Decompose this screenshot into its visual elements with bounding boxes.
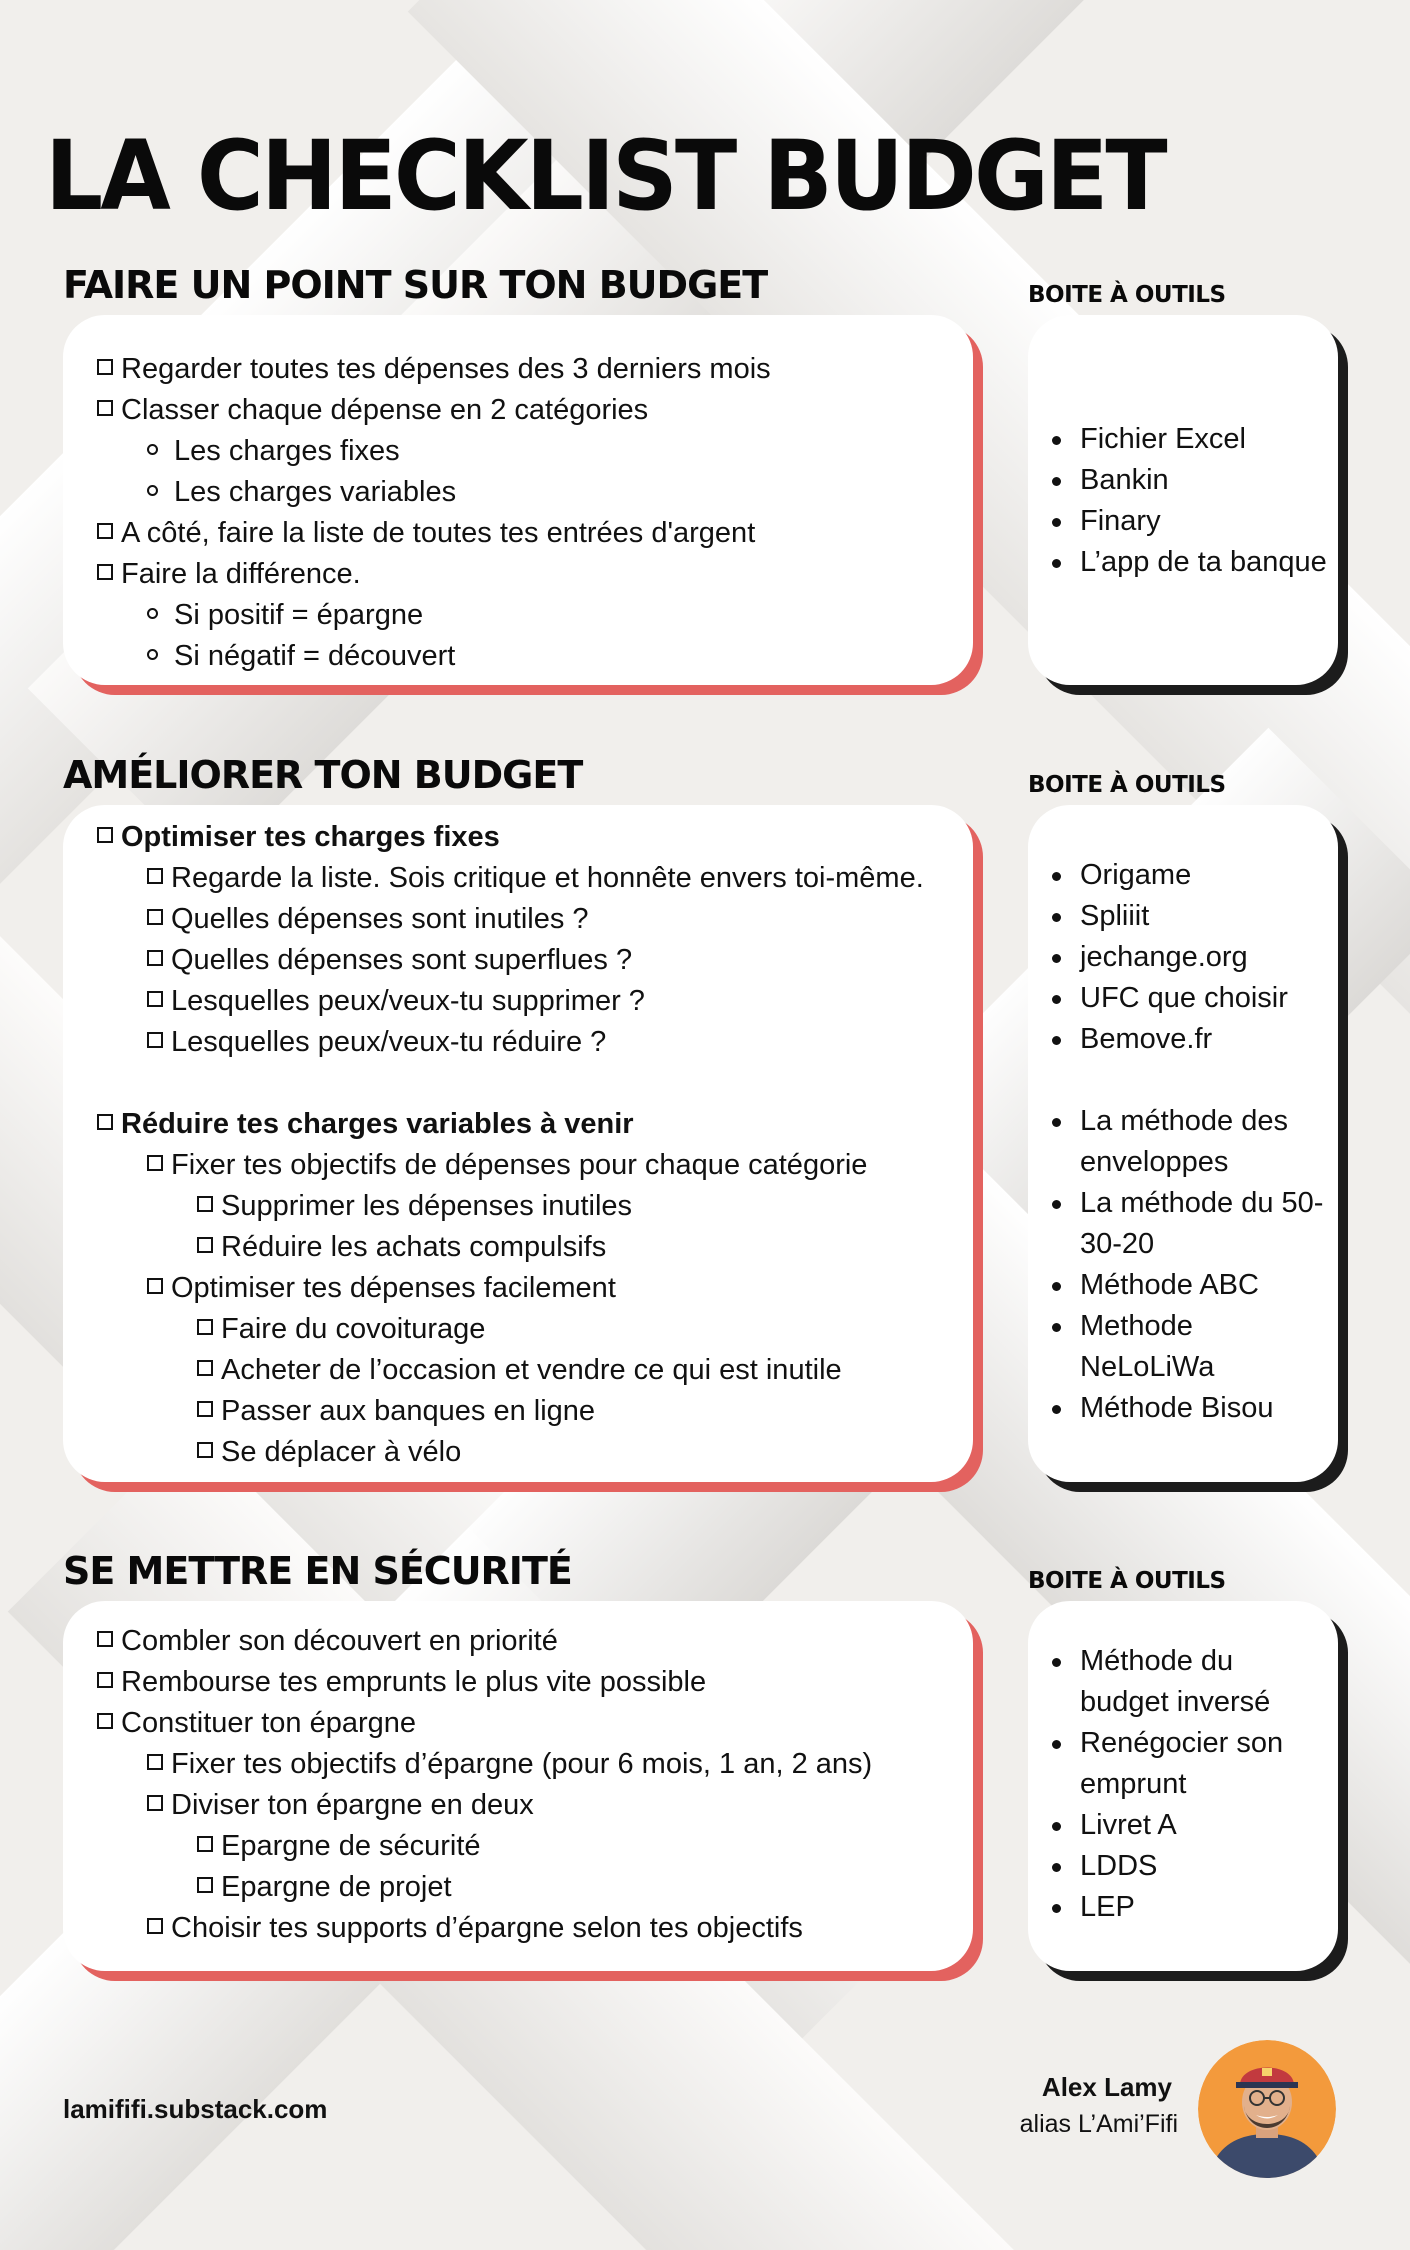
checklist-item[interactable]: Regarde la liste. Sois critique et honnête envers toi-même. [97, 858, 973, 899]
checkbox-icon[interactable] [147, 991, 163, 1007]
page-title: LA CHECKLIST BUDGET [45, 120, 1165, 232]
avatar-portrait-icon [1198, 2040, 1336, 2178]
toolbox-card-point-budget [1028, 315, 1338, 685]
checklist-item[interactable]: Faire du covoiturage [97, 1309, 973, 1350]
checklist-item[interactable]: Combler son découvert en priorité [97, 1621, 973, 1662]
checkbox-icon[interactable] [97, 1114, 113, 1130]
checkbox-icon[interactable] [197, 1196, 213, 1212]
checkbox-icon[interactable] [97, 1672, 113, 1688]
toolbox-title: BOITE À OUTILS [1028, 1568, 1226, 1594]
list-item: Si négatif = découvert [97, 636, 973, 677]
checklist-item[interactable]: Fixer tes objectifs de dépenses pour chaque catégorie [97, 1145, 973, 1186]
checklist-item[interactable]: Classer chaque dépense en 2 catégories [97, 390, 973, 431]
tool-item: Méthode du budget inversé [1052, 1641, 1324, 1723]
author-alias: alias L’Ami’Fifi [1019, 2110, 1178, 2138]
checkbox-icon[interactable] [147, 950, 163, 966]
toolbox-card-ameliorer-budget [1028, 805, 1338, 1482]
checkbox-icon[interactable] [97, 359, 113, 375]
checkbox-icon[interactable] [97, 1713, 113, 1729]
checkbox-icon[interactable] [97, 400, 113, 416]
checklist-item[interactable]: A côté, faire la liste de toutes tes entrées d'argent [97, 513, 973, 554]
checkbox-icon[interactable] [147, 1155, 163, 1171]
tool-item: Méthode Bisou [1052, 1388, 1324, 1429]
checklist-item[interactable]: Constituer ton épargne [97, 1703, 973, 1744]
tool-item: Méthode ABC [1052, 1265, 1324, 1306]
checkbox-icon[interactable] [197, 1360, 213, 1376]
tool-item: Bemove.fr [1052, 1019, 1324, 1060]
checkbox-icon[interactable] [147, 1754, 163, 1770]
tool-item: Origame [1052, 855, 1324, 896]
tool-item: LDDS [1052, 1846, 1324, 1887]
section-title-securite: SE METTRE EN SÉCURITÉ [63, 1549, 572, 1593]
tool-item: Bankin [1052, 460, 1338, 501]
checkbox-icon[interactable] [97, 1631, 113, 1647]
checklist-item[interactable]: Epargne de projet [97, 1867, 973, 1908]
section-title-ameliorer-budget: AMÉLIORER TON BUDGET [63, 753, 583, 797]
checklist-item[interactable]: Regarder toutes tes dépenses des 3 derniers mois [97, 349, 973, 390]
toolbox-card-securite [1028, 1601, 1338, 1971]
checklist-item[interactable]: Réduire tes charges variables à venir [97, 1104, 973, 1145]
checklist-item[interactable]: Passer aux banques en ligne [97, 1391, 973, 1432]
checklist-card-point-budget [63, 315, 973, 685]
checkbox-icon[interactable] [197, 1877, 213, 1893]
checklist-card-securite [63, 1601, 973, 1971]
circle-bullet-icon [147, 649, 158, 660]
avatar [1198, 2040, 1336, 2178]
checklist-item[interactable]: Supprimer les dépenses inutiles [97, 1186, 973, 1227]
checklist-item[interactable]: Optimiser tes charges fixes [97, 817, 973, 858]
author-name: Alex Lamy [1041, 2072, 1172, 2102]
circle-bullet-icon [147, 608, 158, 619]
tool-item: L’app de ta banque [1052, 542, 1338, 583]
checklist-item[interactable]: Rembourse tes emprunts le plus vite possible [97, 1662, 973, 1703]
checkbox-icon[interactable] [97, 827, 113, 843]
list-item: Les charges variables [97, 472, 973, 513]
checklist-item[interactable]: Quelles dépenses sont superflues ? [97, 940, 973, 981]
tool-item: Finary [1052, 501, 1338, 542]
tool-item: UFC que choisir [1052, 978, 1324, 1019]
checkbox-icon[interactable] [97, 523, 113, 539]
checklist-item[interactable]: Fixer tes objectifs d’épargne (pour 6 mois, 1 an, 2 ans) [97, 1744, 973, 1785]
checklist-item[interactable]: Lesquelles peux/veux-tu réduire ? [97, 1022, 973, 1063]
tool-item: La méthode des enveloppes [1052, 1101, 1324, 1183]
tool-item: LEP [1052, 1887, 1324, 1928]
checkbox-icon[interactable] [197, 1442, 213, 1458]
tool-item: Fichier Excel [1052, 419, 1338, 460]
tool-item: Methode NeLoLiWa [1052, 1306, 1324, 1388]
list-item: Si positif = épargne [97, 595, 973, 636]
checkbox-icon[interactable] [197, 1836, 213, 1852]
list-item: Les charges fixes [97, 431, 973, 472]
checkbox-icon[interactable] [197, 1237, 213, 1253]
checkbox-icon[interactable] [147, 1032, 163, 1048]
tool-item: Spliiit [1052, 896, 1324, 937]
checklist-item[interactable]: Faire la différence. [97, 554, 973, 595]
toolbox-title: BOITE À OUTILS [1028, 772, 1226, 798]
checkbox-icon[interactable] [147, 909, 163, 925]
checklist-item[interactable]: Quelles dépenses sont inutiles ? [97, 899, 973, 940]
checkbox-icon[interactable] [147, 1795, 163, 1811]
tool-item: Renégocier son emprunt [1052, 1723, 1324, 1805]
checklist-item[interactable]: Choisir tes supports d’épargne selon tes objectifs [97, 1908, 973, 1949]
checkbox-icon[interactable] [147, 1278, 163, 1294]
circle-bullet-icon [147, 444, 158, 455]
checklist-item[interactable]: Lesquelles peux/veux-tu supprimer ? [97, 981, 973, 1022]
checklist-item[interactable]: Epargne de sécurité [97, 1826, 973, 1867]
checklist-item[interactable]: Acheter de l’occasion et vendre ce qui est inutile [97, 1350, 973, 1391]
checklist-item[interactable]: Diviser ton épargne en deux [97, 1785, 973, 1826]
checklist-item[interactable]: Optimiser tes dépenses facilement [97, 1268, 973, 1309]
checkbox-icon[interactable] [197, 1401, 213, 1417]
circle-bullet-icon [147, 485, 158, 496]
checkbox-icon[interactable] [147, 868, 163, 884]
section-title-point-budget: FAIRE UN POINT SUR TON BUDGET [63, 263, 768, 307]
checkbox-icon[interactable] [147, 1918, 163, 1934]
checkbox-icon[interactable] [97, 564, 113, 580]
checklist-item[interactable]: Réduire les achats compulsifs [97, 1227, 973, 1268]
tool-item: La méthode du 50-30-20 [1052, 1183, 1324, 1265]
tool-item: jechange.org [1052, 937, 1324, 978]
footer-url[interactable]: lamififi.substack.com [63, 2094, 328, 2124]
toolbox-title: BOITE À OUTILS [1028, 282, 1226, 308]
tool-item: Livret A [1052, 1805, 1324, 1846]
checklist-item[interactable]: Se déplacer à vélo [97, 1432, 973, 1473]
checkbox-icon[interactable] [197, 1319, 213, 1335]
checklist-card-ameliorer-budget [63, 805, 973, 1482]
